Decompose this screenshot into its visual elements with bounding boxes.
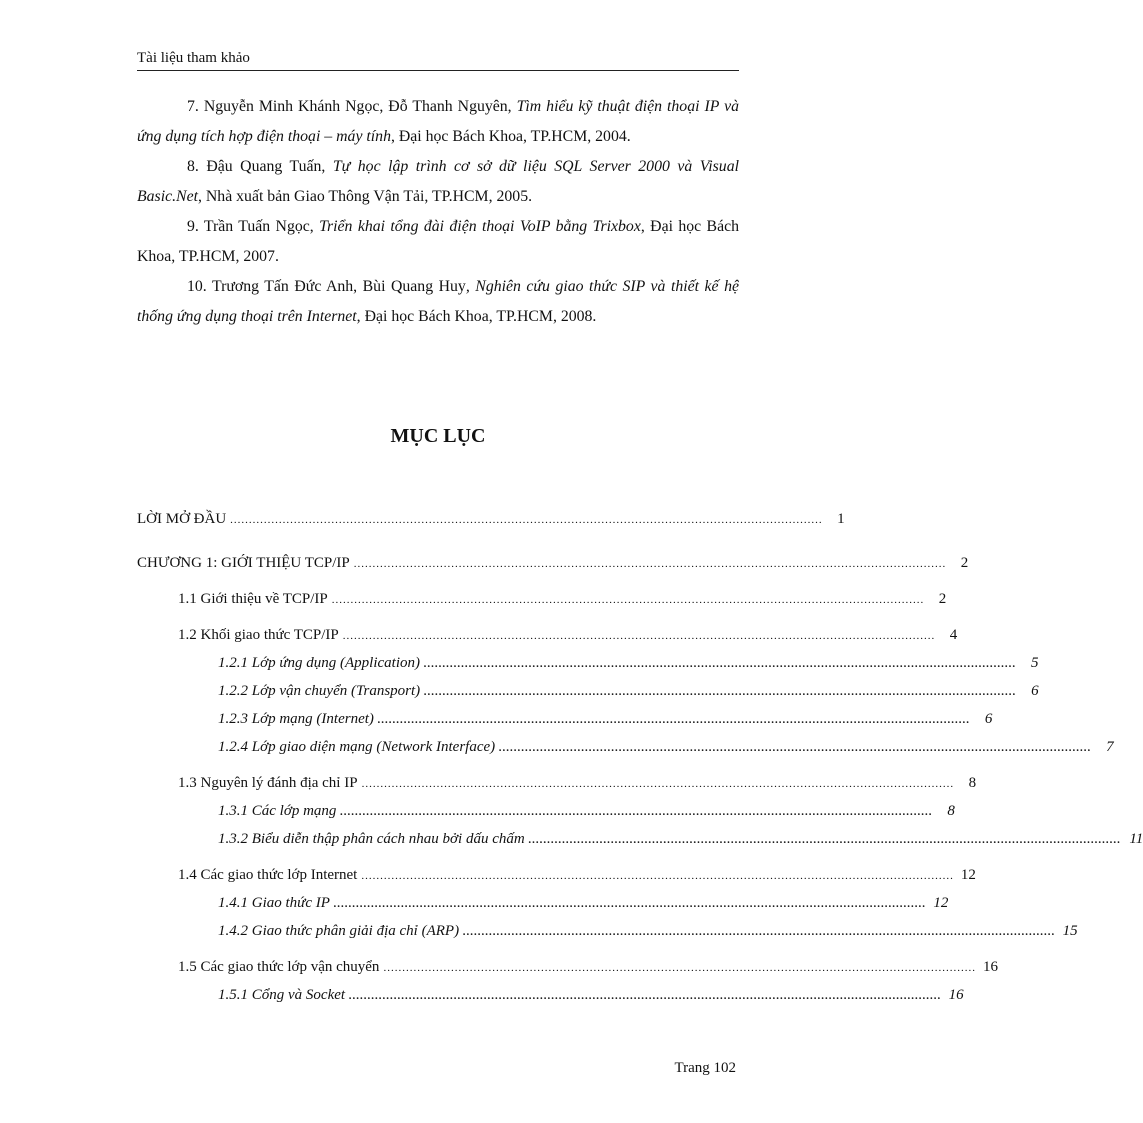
toc-leader: .............................................................................................................................................................. [333, 898, 927, 910]
toc-entry-page: 6 [984, 711, 993, 727]
toc-entry-page: 8 [947, 803, 955, 819]
page-number: Trang 102 [674, 1060, 736, 1076]
page-header-title: Tài liệu tham khảo [137, 50, 250, 66]
toc-title: MỤC LỤC [390, 425, 486, 447]
toc-entry-label: LỜI MỞ ĐẦU [137, 511, 227, 527]
toc-entry[interactable] [218, 655, 1039, 677]
header-rule [137, 70, 739, 71]
toc-entry[interactable] [218, 831, 1143, 853]
toc-entry[interactable] [218, 803, 955, 825]
toc-leader: .............................................................................................................................................................. [499, 742, 1092, 754]
toc-leader: .............................................................................................................................................................. [377, 714, 971, 726]
toc-leader: .............................................................................................................................................................. [342, 630, 936, 642]
reference-item: 10. Trương Tấn Đức Anh, Bùi Quang Huy, Nghiên cứu giao thức SIP và thiết kế hệ thống ứng dụng thoại trên Internet, Đại học Bách Khoa, TP.HCM, 2008. [137, 278, 739, 325]
toc-entry-label: 1.4.2 Giao thức phân giải địa chỉ (ARP) [218, 923, 460, 939]
reference-item: 8. Đậu Quang Tuấn, Tự học lập trình cơ sở dữ liệu SQL Server 2000 và Visual Basic.Net, Nhà xuất bản Giao Thông Vận Tải, TP.HCM, 2005. [137, 158, 739, 205]
toc-entry-label: 1.2.1 Lớp ứng dụng (Application) [218, 655, 421, 671]
toc-entry[interactable] [218, 923, 1078, 945]
toc-leader: .............................................................................................................................................................. [331, 594, 925, 606]
toc-entry-label: 1.3 Nguyên lý đánh địa chỉ IP [178, 775, 358, 791]
toc-entry-label: 1.3.1 Các lớp mạng [218, 803, 337, 819]
toc-entry-page: 5 [1031, 655, 1039, 671]
toc-leader: .............................................................................................................................................................. [349, 990, 942, 1002]
toc-entry-label: 1.2.2 Lớp vận chuyển (Transport) [218, 683, 421, 699]
toc-leader: .............................................................................................................................................................. [383, 962, 976, 974]
toc-entry[interactable] [218, 739, 1114, 761]
toc-entry-page: 16 [982, 959, 998, 975]
toc-leader: .............................................................................................................................................................. [424, 686, 1017, 698]
toc-entry-label: 1.4.1 Giao thức IP [218, 895, 330, 911]
toc-entry[interactable] [178, 591, 947, 613]
toc-entry-page: 2 [960, 555, 969, 571]
toc-entry-label: 1.2 Khối giao thức TCP/IP [178, 627, 339, 643]
toc-entry-label: 1.5 Các giao thức lớp vận chuyển [178, 959, 380, 975]
toc-entry-page: 1 [837, 511, 845, 527]
toc-entry[interactable] [218, 895, 949, 917]
toc-leader: .............................................................................................................................................................. [463, 926, 1056, 938]
reference-item: 9. Trần Tuấn Ngọc, Triển khai tổng đài điện thoại VoIP bằng Trixbox, Đại học Bách Khoa, TP.HCM, 2007. [137, 218, 739, 265]
toc-entry-page: 12 [933, 895, 949, 911]
toc-leader: .............................................................................................................................................................. [361, 778, 955, 790]
toc-entry-label: CHƯƠNG 1: GIỚI THIỆU TCP/IP [137, 555, 350, 571]
toc-entry[interactable] [178, 775, 977, 797]
toc-entry[interactable] [137, 511, 845, 533]
toc-entry[interactable] [218, 711, 993, 733]
toc-entry[interactable] [218, 987, 964, 1009]
toc-leader: .............................................................................................................................................................. [353, 558, 947, 570]
toc-entry-page: 2 [938, 591, 947, 607]
toc-leader: .............................................................................................................................................................. [361, 870, 954, 882]
toc-entry[interactable] [137, 555, 969, 577]
toc-entry-label: 1.2.4 Lớp giao diện mạng (Network Interface) [218, 739, 496, 755]
toc-leader: .............................................................................................................................................................. [230, 514, 823, 526]
toc-entry-page: 12 [960, 867, 976, 883]
toc-entry-label: 1.4 Các giao thức lớp Internet [178, 867, 358, 883]
toc-entry[interactable] [178, 959, 998, 981]
toc-entry-label: 1.5.1 Cổng và Socket [218, 987, 346, 1003]
toc-entry[interactable] [218, 683, 1039, 705]
toc-entry[interactable] [178, 627, 958, 649]
toc-entry-label: 1.1 Giới thiệu về TCP/IP [178, 591, 328, 607]
references-list [137, 92, 739, 332]
toc-leader: .............................................................................................................................................................. [424, 658, 1017, 670]
reference-item: 7. Nguyễn Minh Khánh Ngọc, Đỗ Thanh Nguyên, Tìm hiểu kỹ thuật điện thoại IP và ứng dụng tích hợp điện thoại – máy tính, Đại học Bách Khoa, TP.HCM, 2004. [137, 98, 739, 145]
toc-entry[interactable] [178, 867, 976, 889]
toc-entry-page: 15 [1062, 923, 1078, 939]
toc-leader: .............................................................................................................................................................. [528, 834, 1122, 846]
toc-entry-label: 1.2.3 Lớp mạng (Internet) [218, 711, 374, 727]
toc-leader: .............................................................................................................................................................. [340, 806, 933, 818]
toc-entry-page: 8 [968, 775, 977, 791]
toc-entry-page: 6 [1031, 683, 1039, 699]
toc-entry-page: 16 [948, 987, 964, 1003]
toc-entry-page: 7 [1106, 739, 1114, 755]
toc-entry-label: 1.3.2 Biểu diễn thập phân cách nhau bởi dấu chấm [218, 831, 525, 847]
toc-entry-page: 4 [949, 627, 958, 643]
toc-entry-page: 11 [1129, 831, 1143, 847]
